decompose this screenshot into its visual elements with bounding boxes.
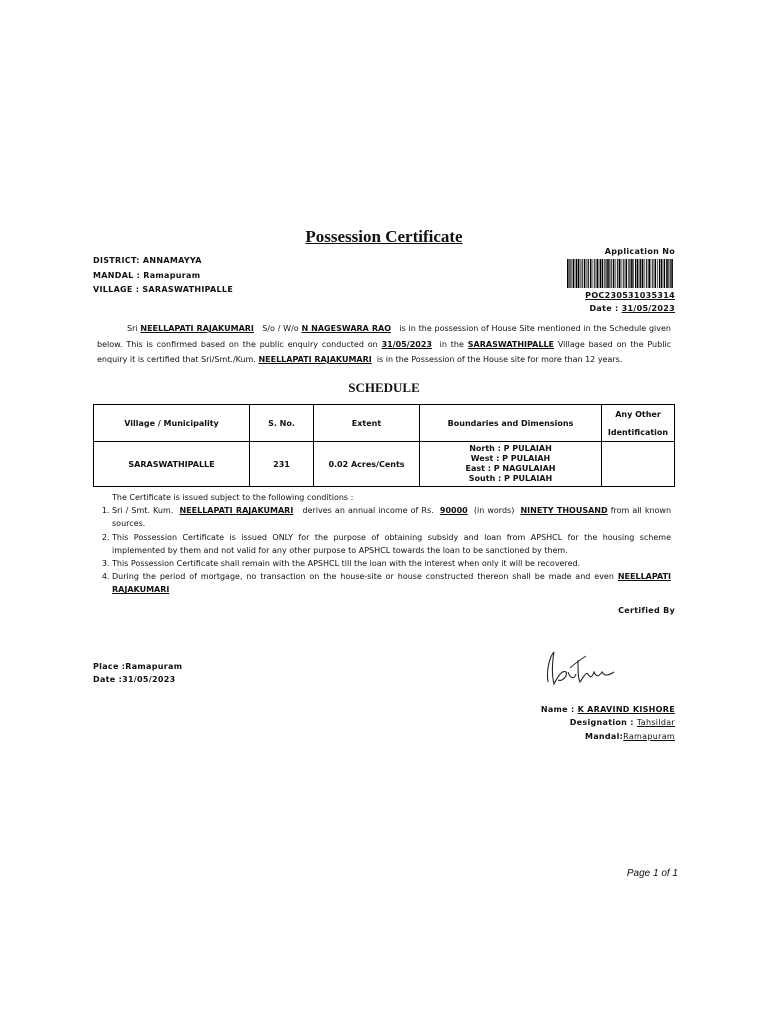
header-boundaries: Boundaries and Dimensions xyxy=(420,405,602,442)
schedule-table xyxy=(93,404,675,487)
barcode-bar xyxy=(588,259,589,288)
document-title: Possession Certificate xyxy=(305,227,463,246)
barcode-bar xyxy=(635,259,636,288)
condition-1-name: NEELLAPATI RAJAKUMARI xyxy=(179,506,294,516)
barcode-bar xyxy=(578,259,580,288)
condition-1-text-b: derives an annual income of Rs. xyxy=(302,506,434,516)
designation-value: Tahsildar xyxy=(636,718,675,727)
condition-4-name: NEELLAPATI RAJAKUMARI xyxy=(112,572,671,595)
barcode-bar xyxy=(670,259,671,288)
barcode-bar xyxy=(666,259,668,288)
place-line xyxy=(93,662,182,671)
application-no-label: Application No xyxy=(604,247,675,256)
barcode-bar xyxy=(619,259,621,288)
barcode-bar xyxy=(597,259,599,288)
signature-image xyxy=(540,642,620,692)
schedule-heading: SCHEDULE xyxy=(348,380,420,395)
barcode-bar xyxy=(617,259,618,288)
condition-1-text-a: Sri / Smt. Kum. xyxy=(112,506,174,516)
barcode-bar xyxy=(599,259,600,288)
boundary-north: North : P PULAIAH xyxy=(469,444,552,453)
barcode-bar xyxy=(567,259,569,288)
condition-1-text-d: from all known sources. xyxy=(112,506,672,529)
date-line xyxy=(589,304,675,313)
conditions-list xyxy=(97,504,671,596)
date-value: 31/05/2023 xyxy=(621,304,675,313)
conditions-section xyxy=(97,491,671,597)
barcode-bar xyxy=(600,259,601,288)
barcode-bar xyxy=(646,259,647,288)
barcode-bar xyxy=(659,259,660,288)
barcode-bar xyxy=(573,259,575,288)
barcode-bar xyxy=(569,259,570,288)
header-extent: Extent xyxy=(314,405,420,442)
header-other xyxy=(602,405,675,442)
district-label: DISTRICT: xyxy=(93,256,140,265)
header-village: Village / Municipality xyxy=(94,405,250,442)
header-any-other: Any Other xyxy=(615,409,661,419)
barcode-bar xyxy=(623,259,624,288)
barcode-bar xyxy=(671,259,673,288)
barcode-bar xyxy=(661,259,663,288)
boundary-south: South : P PULAIAH xyxy=(468,474,553,483)
designation-line xyxy=(570,718,675,727)
cell-sno: 231 xyxy=(250,442,314,487)
relation-label: S/o / W/o xyxy=(262,324,299,333)
barcode-bar xyxy=(668,259,669,288)
mandal-value: Ramapuram xyxy=(143,271,201,280)
relation-name: N NAGESWARA RAO xyxy=(301,324,392,333)
sri-label: Sri xyxy=(127,324,138,333)
paragraph-text-3: Village based on the Public enquiry it is certified that Sri/Smt./Kum. xyxy=(97,339,672,364)
barcode-bar xyxy=(631,259,633,288)
district-line xyxy=(93,256,202,265)
cell-village: SARASWATHIPALLE xyxy=(94,442,250,487)
applicant-name-2: NEELLAPATI RAJAKUMARI xyxy=(258,355,372,364)
officer-mandal-line xyxy=(585,732,675,741)
barcode-bar xyxy=(606,259,607,288)
barcode-bar xyxy=(629,259,630,288)
condition-4 xyxy=(112,570,671,596)
officer-name-label: Name : xyxy=(540,705,575,714)
barcode-bar xyxy=(613,259,615,288)
condition-1 xyxy=(112,504,671,530)
officer-name-line xyxy=(541,705,675,714)
condition-1-income: 90000 xyxy=(439,506,468,516)
barcode-bar xyxy=(633,259,634,288)
barcode-bar xyxy=(657,259,658,288)
paragraph-village: SARASWATHIPALLE xyxy=(467,339,555,349)
paragraph-text-1: is in the possession of House Site mentioned in the Schedule given below. This is confirmed based on the public enquiry conducted on xyxy=(97,324,671,349)
barcode-bar xyxy=(637,259,639,288)
cell-boundaries xyxy=(420,442,602,487)
officer-name: K ARAVIND KISHORE xyxy=(577,705,675,714)
paragraph-text-4: is in the Possession of the House site for more than 12 years. xyxy=(376,355,623,364)
condition-4-text: During the period of mortgage, no transaction on the house-site or house constructed thereon shall be made and even xyxy=(112,572,614,582)
officer-mandal-value: Ramapuram xyxy=(623,732,675,741)
barcode-bar xyxy=(607,259,609,288)
header-identification: Identification xyxy=(607,427,669,437)
page-number: Page 1 of 1 xyxy=(626,868,678,879)
condition-2: 2. This Possession Certificate is issued ONLY for the purpose of obtaining subsidy and loan from APSHCL for the housing scheme implemented by them and not valid for any other purpose to APSHCL towards the loan to be sanctioned by them. xyxy=(112,531,671,557)
barcode-bar xyxy=(663,259,664,288)
certificate-paragraph xyxy=(97,321,671,368)
enquiry-date: 31/05/2023 xyxy=(381,339,432,349)
condition-3: 3. This Possession Certificate shall remain with the APSHCL till the loan with the interest when only it will be recovered. xyxy=(112,557,671,570)
barcode-bar xyxy=(645,259,646,288)
barcode-bar xyxy=(640,259,641,288)
cell-extent: 0.02 Acres/Cents xyxy=(314,442,420,487)
barcode-bar xyxy=(604,259,605,288)
barcode-bar xyxy=(570,259,571,288)
barcode-bar xyxy=(616,259,617,288)
barcode-image xyxy=(567,259,675,288)
footer-date-label: Date : xyxy=(93,675,123,684)
cell-other xyxy=(602,442,675,487)
barcode-bar xyxy=(580,259,581,288)
place-value: Ramapuram xyxy=(125,662,183,671)
certified-by: Certified By xyxy=(618,606,675,615)
boundary-east: East : P NAGULAIAH xyxy=(465,464,556,473)
barcode-bar xyxy=(648,259,650,288)
barcode-bar xyxy=(611,259,612,288)
barcode-bar xyxy=(622,259,623,288)
schedule-data-row xyxy=(94,442,675,487)
condition-1-text-c: (in words) xyxy=(473,506,515,516)
mandal-line xyxy=(93,271,200,280)
header-sno: S. No. xyxy=(250,405,314,442)
conditions-intro: The Certificate is issued subject to the following conditions : xyxy=(112,493,354,502)
footer-date-value: 31/05/2023 xyxy=(122,675,176,684)
schedule-header-row xyxy=(94,405,675,442)
barcode-bar xyxy=(626,259,628,288)
boundary-west: West : P PULAIAH xyxy=(470,454,551,463)
barcode-bar xyxy=(655,259,657,288)
barcode-bar xyxy=(587,259,588,288)
barcode-bar xyxy=(642,259,644,288)
barcode-bar xyxy=(593,259,594,288)
paragraph-text-2: in the xyxy=(439,339,464,349)
barcode-bar xyxy=(609,259,610,288)
village-value: SARASWATHIPALLE xyxy=(142,285,234,294)
barcode-bar xyxy=(576,259,577,288)
application-number: POC230531035314 xyxy=(585,291,675,300)
barcode-bar xyxy=(628,259,629,288)
barcode-bar xyxy=(639,259,640,288)
applicant-name: NEELLAPATI RAJAKUMARI xyxy=(140,324,254,333)
condition-1-words: NINETY THOUSAND xyxy=(520,506,608,516)
barcode-bar xyxy=(575,259,576,288)
date-label: Date : xyxy=(589,304,619,313)
place-label: Place : xyxy=(93,662,126,671)
barcode-bar xyxy=(664,259,665,288)
village-label: VILLAGE : xyxy=(93,285,140,294)
barcode-bar xyxy=(652,259,653,288)
barcode-bar xyxy=(584,259,586,288)
barcode-bar xyxy=(651,259,652,288)
barcode-bar xyxy=(582,259,583,288)
village-line xyxy=(93,285,233,294)
barcode-bar xyxy=(602,259,604,288)
barcode-bar xyxy=(590,259,592,288)
footer-date-line xyxy=(93,675,175,684)
barcode-bar xyxy=(594,259,595,288)
district-value: ANNAMAYYA xyxy=(142,256,202,265)
mandal-label: MANDAL : xyxy=(93,271,141,280)
designation-label: Designation : xyxy=(569,718,634,727)
officer-mandal-label: Mandal: xyxy=(584,732,624,741)
